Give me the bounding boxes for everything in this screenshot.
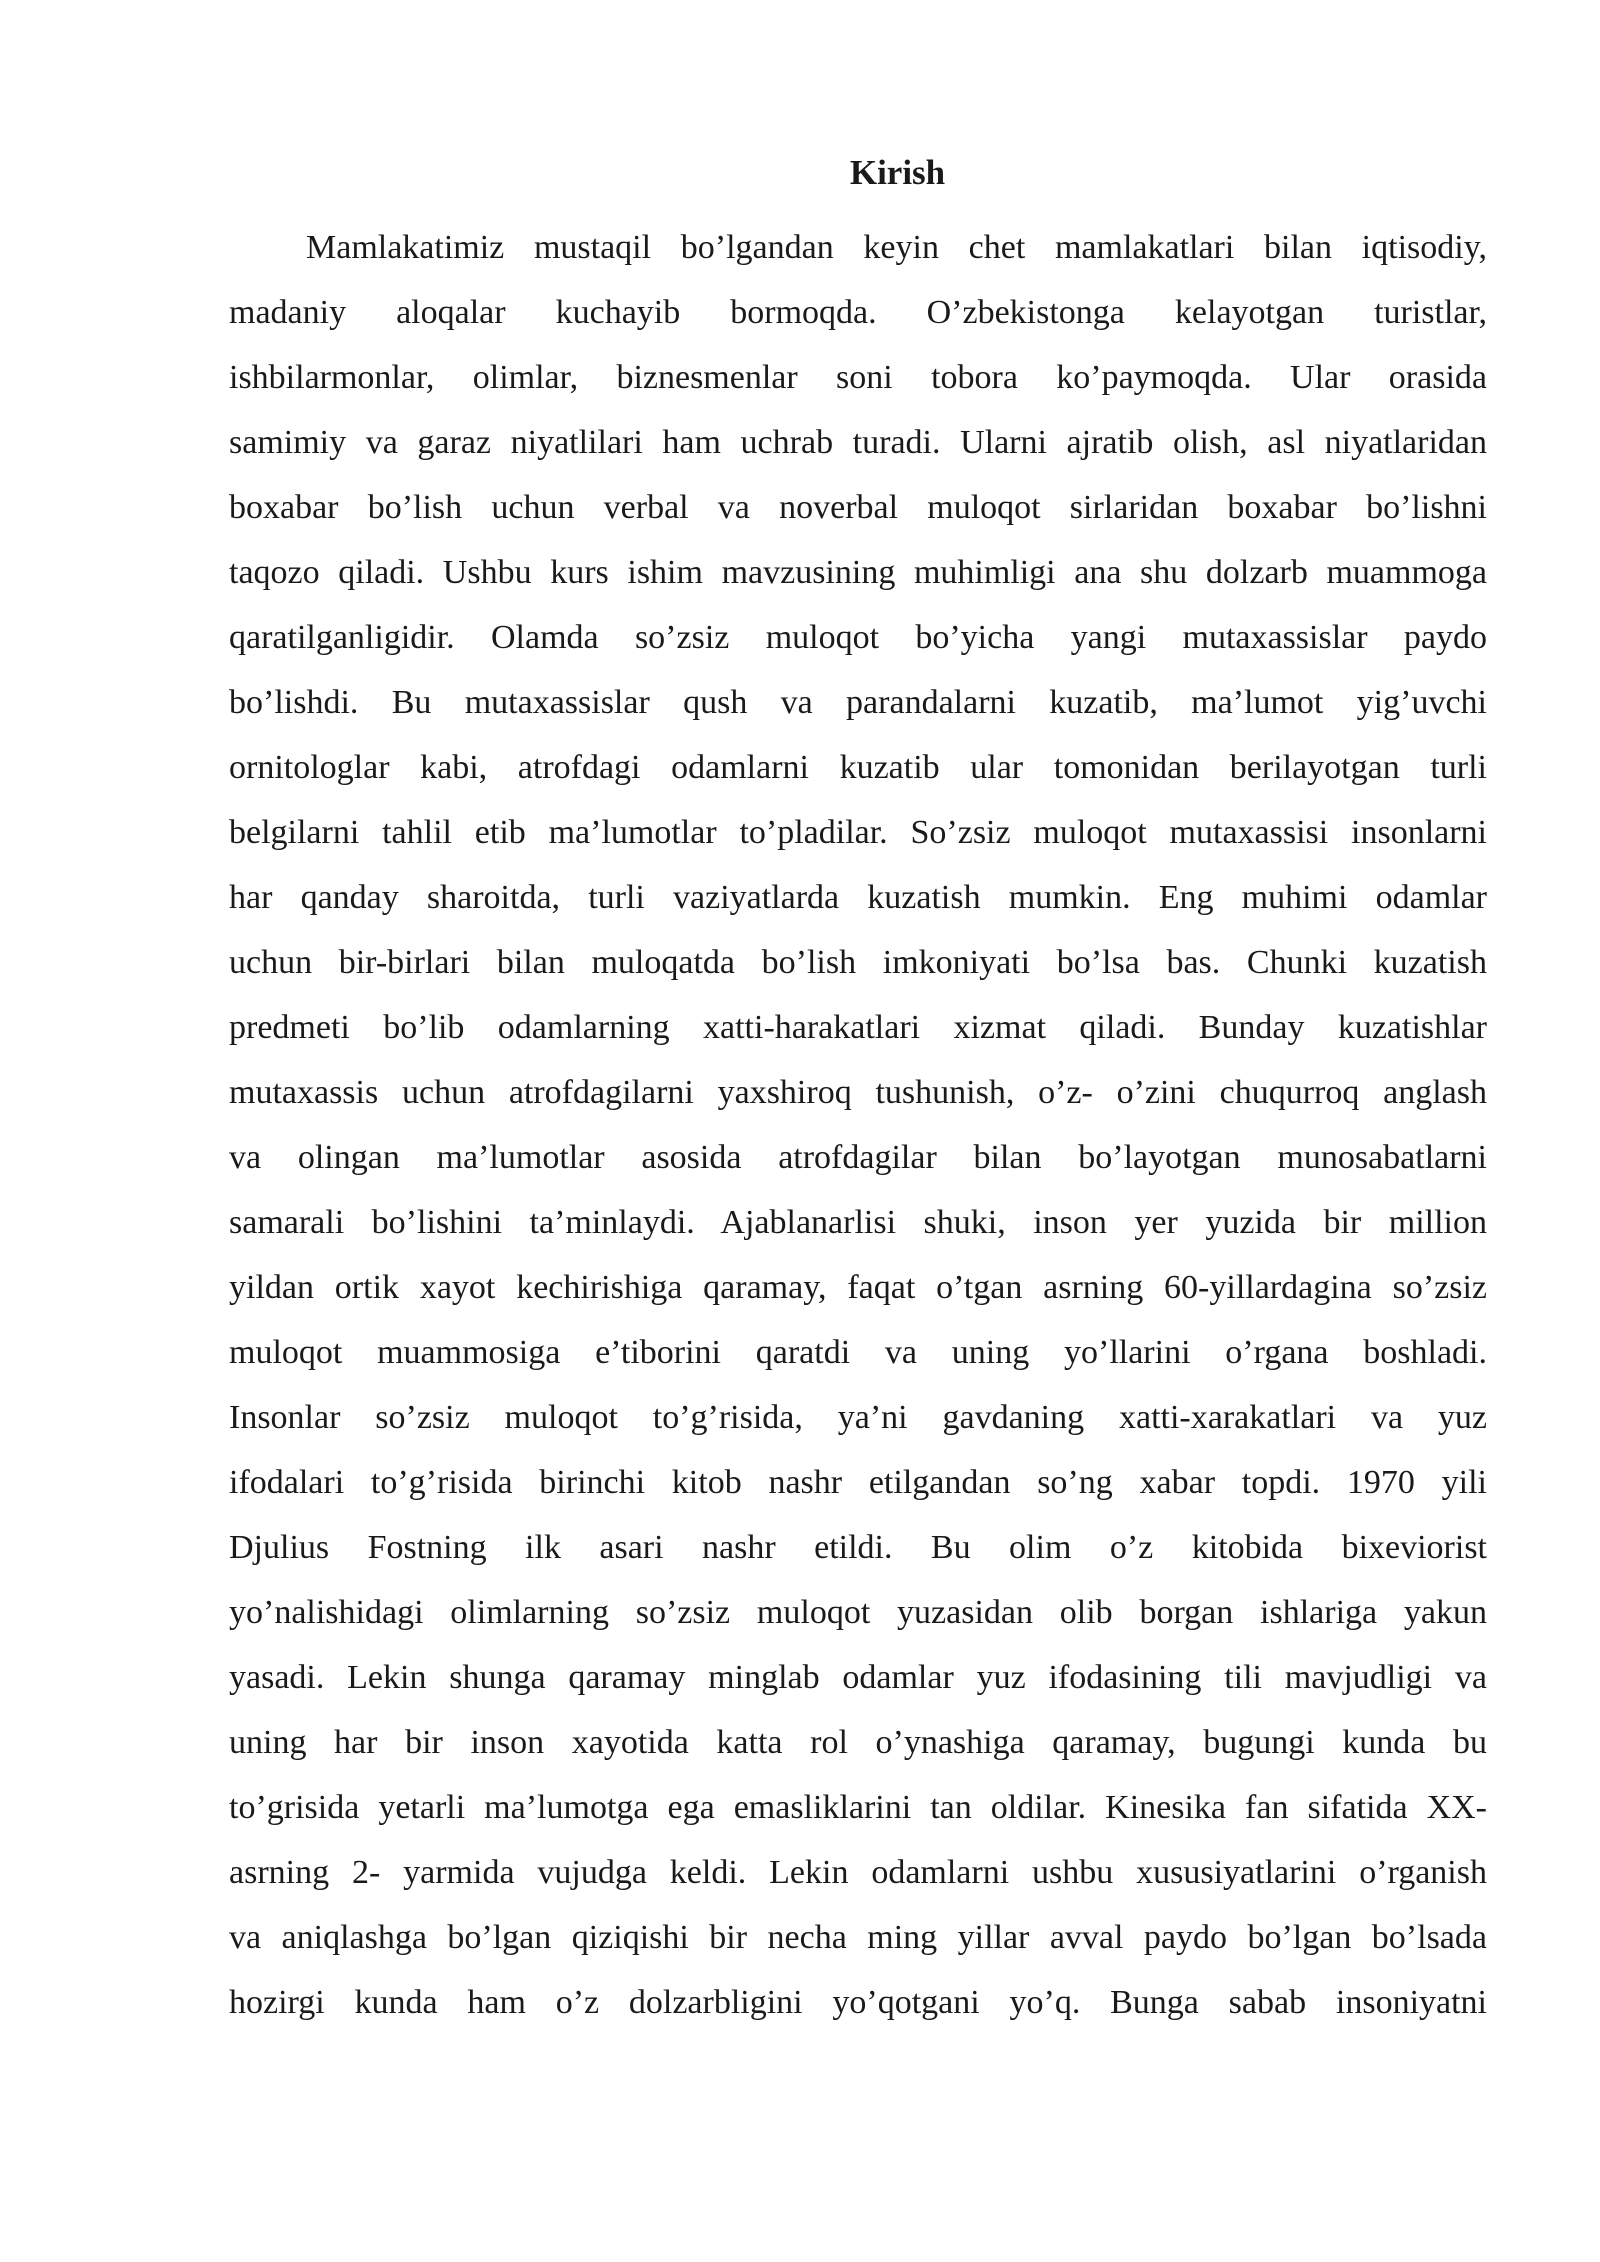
paragraph-line: yo’nalishidagi olimlarning so’zsiz muloqot yuzasidan olib borgan ishlariga yakun [229,1594,1487,1631]
page-title: Kirish [849,153,946,192]
paragraph-line: va olingan ma’lumotlar asosida atrofdagilar bilan bo’layotgan munosabatlarni [229,1139,1487,1176]
paragraph-line: muloqot muammosiga e’tiborini qaratdi va uning yo’llarini o’rgana boshladi. [229,1334,1487,1371]
paragraph-line: bo’lishdi. Bu mutaxassislar qush va parandalarni kuzatib, ma’lumot yig’uvchi [229,684,1487,721]
paragraph-line: taqozo qiladi. Ushbu kurs ishim mavzusining muhimligi ana shu dolzarb muammoga [229,554,1487,591]
paragraph-line: samimiy va garaz niyatlilari ham uchrab turadi. Ularni ajratib olish, asl niyatlaridan [229,424,1487,461]
paragraph-line: uchun bir-birlari bilan muloqatda bo’lish imkoniyati bo’lsa bas. Chunki kuzatish [229,944,1487,981]
paragraph-line: yasadi. Lekin shunga qaramay minglab odamlar yuz ifodasining tili mavjudligi va [229,1659,1487,1696]
paragraph-line: madaniy aloqalar kuchayib bormoqda. O’zbekistonga kelayotgan turistlar, [229,294,1487,331]
paragraph-line: to’grisida yetarli ma’lumotga ega emasliklarini tan oldilar. Kinesika fan sifatida XX- [229,1789,1487,1826]
paragraph-line: belgilarni tahlil etib ma’lumotlar to’pladilar. So’zsiz muloqot mutaxassisi insonlarni [229,814,1487,851]
paragraph-line: asrning 2- yarmida vujudga keldi. Lekin odamlarni ushbu xususiyatlarini o’rganish [229,1854,1487,1891]
paragraph-line: samarali bo’lishini ta’minlaydi. Ajablanarlisi shuki, inson yer yuzida bir million [229,1204,1487,1241]
paragraph-line: ornitologlar kabi, atrofdagi odamlarni kuzatib ular tomonidan berilayotgan turli [229,749,1487,786]
paragraph-line: predmeti bo’lib odamlarning xatti-harakatlari xizmat qiladi. Bunday kuzatishlar [229,1009,1487,1046]
paragraph-line: uning har bir inson xayotida katta rol o’ynashiga qaramay, bugungi kunda bu [229,1724,1487,1761]
paragraph-line: har qanday sharoitda, turli vaziyatlarda kuzatish mumkin. Eng muhimi odamlar [229,879,1487,916]
paragraph-line: ishbilarmonlar, olimlar, biznesmenlar soni tobora ko’paymoqda. Ular orasida [229,359,1487,396]
paragraph-line: Mamlakatimiz mustaqil bo’lgandan keyin chet mamlakatlari bilan iqtisodiy, [306,229,1487,266]
paragraph-line: Insonlar so’zsiz muloqot to’g’risida, ya’ni gavdaning xatti-xarakatlari va yuz [229,1399,1487,1436]
paragraph-line: Djulius Fostning ilk asari nashr etildi. Bu olim o’z kitobida bixeviorist [229,1529,1487,1566]
paragraph-line: boxabar bo’lish uchun verbal va noverbal muloqot sirlaridan boxabar bo’lishni [229,489,1487,526]
body-paragraph [229,215,1487,2035]
paragraph-line: qaratilganligidir. Olamda so’zsiz muloqot bo’yicha yangi mutaxassislar paydo [229,619,1487,656]
paragraph-line: hozirgi kunda ham o’z dolzarbligini yo’qotgani yo’q. Bunga sabab insoniyatni [229,1984,1487,2021]
paragraph-line: va aniqlashga bo’lgan qiziqishi bir necha ming yillar avval paydo bo’lgan bo’lsada [229,1919,1487,1956]
paragraph-line: ifodalari to’g’risida birinchi kitob nashr etilgandan so’ng xabar topdi. 1970 yili [229,1464,1487,1501]
paragraph-line: mutaxassis uchun atrofdagilarni yaxshiroq tushunish, o’z- o’zini chuqurroq anglash [229,1074,1487,1111]
paragraph-line: yildan ortik xayot kechirishiga qaramay, faqat o’tgan asrning 60-yillardagina so’zsiz [229,1269,1487,1306]
